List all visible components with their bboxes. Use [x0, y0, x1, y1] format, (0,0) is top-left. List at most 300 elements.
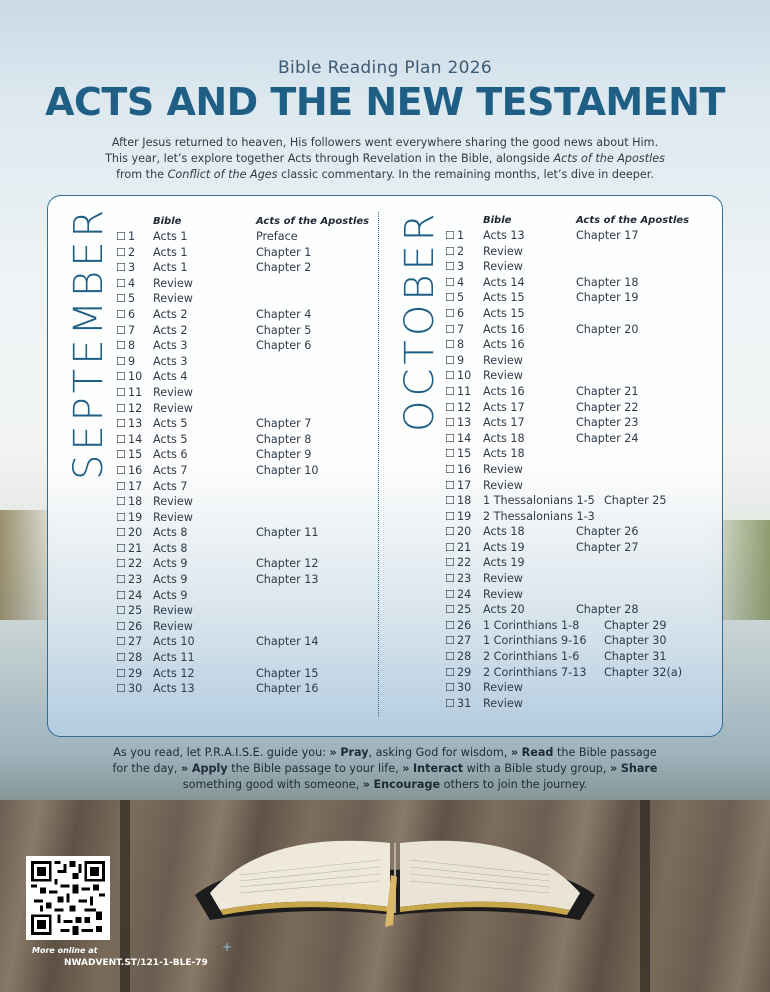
checkbox[interactable]: ☐	[116, 495, 126, 509]
day-number: 17	[457, 478, 472, 492]
checkbox[interactable]: ☐	[116, 292, 126, 306]
acts-reading: Chapter 31	[604, 650, 667, 664]
reading-row[interactable]	[445, 479, 715, 495]
checkbox[interactable]: ☐	[445, 650, 455, 664]
acts-reading: Chapter 2	[256, 261, 312, 275]
day-number: 25	[457, 603, 472, 617]
reading-row[interactable]	[445, 447, 715, 463]
checkbox[interactable]: ☐	[116, 573, 126, 587]
checkbox[interactable]: ☐	[116, 370, 126, 384]
reading-row[interactable]	[116, 480, 376, 496]
checkbox[interactable]: ☐	[445, 384, 455, 398]
intro-book-title: Acts of the Apostles	[553, 152, 665, 165]
day-number: 29	[457, 665, 472, 679]
day-number: 16	[457, 462, 472, 476]
intro-series-title: Conflict of the Ages	[167, 168, 278, 181]
day-number: 6	[457, 306, 465, 320]
praise-text: others to join the journey.	[440, 778, 588, 791]
bible-reading: Acts 2	[153, 307, 188, 321]
praise-guide	[105, 745, 665, 793]
checkbox[interactable]: ☐	[445, 338, 455, 352]
checkbox[interactable]: ☐	[445, 322, 455, 336]
bible-reading: Review	[153, 385, 193, 399]
day-number: 4	[457, 275, 465, 289]
bible-reading: Acts 9	[153, 573, 188, 587]
day-number: 29	[128, 666, 143, 680]
open-bible-image	[185, 815, 605, 930]
checkbox[interactable]: ☐	[116, 619, 126, 633]
day-number: 31	[457, 696, 472, 710]
reading-row[interactable]	[445, 572, 715, 588]
checkbox[interactable]: ☐	[445, 634, 455, 648]
reading-row[interactable]	[116, 604, 376, 620]
bible-reading: Acts 15	[483, 291, 525, 305]
checkbox[interactable]: ☐	[445, 431, 455, 445]
month-divider	[378, 212, 379, 717]
day-number: 28	[128, 651, 143, 665]
reading-row[interactable]	[116, 464, 376, 480]
reading-row[interactable]	[445, 556, 715, 572]
checkbox[interactable]: ☐	[445, 306, 455, 320]
page-title: ACTS AND THE NEW TESTAMENT	[45, 80, 725, 124]
day-number: 15	[128, 448, 143, 462]
acts-reading: Chapter 28	[576, 603, 639, 617]
reading-row[interactable]	[116, 511, 376, 527]
bible-reading: Review	[483, 696, 523, 710]
qr-code-icon	[31, 861, 105, 935]
reading-row[interactable]	[116, 635, 376, 651]
checkbox[interactable]: ☐	[116, 307, 126, 321]
day-number: 10	[128, 370, 143, 384]
checkbox[interactable]: ☐	[116, 541, 126, 555]
day-number: 14	[457, 431, 472, 445]
intro-line-1: After Jesus returned to heaven, His followers went everywhere sharing the good news about Him.	[111, 136, 659, 149]
reading-row[interactable]	[445, 525, 715, 541]
bible-reading: Review	[153, 292, 193, 306]
intro-line-3	[95, 167, 675, 183]
acts-reading: Chapter 5	[256, 323, 312, 337]
reading-row[interactable]	[116, 526, 376, 542]
praise-text: something good with someone,	[182, 778, 363, 791]
intro-text: This year, let’s explore together Acts through Revelation in the Bible, alongside	[105, 152, 554, 165]
checkbox[interactable]: ☐	[445, 447, 455, 461]
day-number: 7	[128, 323, 136, 337]
checkbox[interactable]: ☐	[445, 540, 455, 554]
checkbox[interactable]: ☐	[116, 261, 126, 275]
reading-row[interactable]	[116, 402, 376, 418]
bible-reading: Acts 6	[153, 448, 188, 462]
intro-text: classic commentary. In the remaining months, let’s dive in deeper.	[277, 168, 654, 181]
checkbox[interactable]: ☐	[116, 666, 126, 680]
day-number: 4	[128, 276, 136, 290]
bible-reading: Acts 8	[153, 526, 188, 540]
day-number: 11	[457, 384, 472, 398]
acts-reading: Chapter 20	[576, 322, 639, 336]
reading-row[interactable]	[445, 229, 715, 245]
bible-reading: Acts 13	[153, 682, 195, 696]
checkbox[interactable]: ☐	[445, 572, 455, 586]
day-number: 18	[457, 494, 472, 508]
bible-reading: Review	[153, 619, 193, 633]
checkbox[interactable]: ☐	[116, 276, 126, 290]
reading-row[interactable]	[116, 277, 376, 293]
reading-row[interactable]	[445, 494, 715, 510]
acts-reading: Chapter 14	[256, 635, 319, 649]
day-number: 24	[128, 588, 143, 602]
acts-reading: Chapter 15	[256, 666, 319, 680]
bible-reading: Acts 8	[153, 541, 188, 555]
day-number: 26	[128, 619, 143, 633]
reading-row[interactable]	[116, 542, 376, 558]
checkbox[interactable]: ☐	[445, 525, 455, 539]
qr-code[interactable]	[26, 856, 110, 940]
reading-row[interactable]	[445, 666, 715, 682]
checkbox[interactable]: ☐	[445, 681, 455, 695]
bible-reading: 2 Corinthians 1-6	[483, 650, 580, 664]
checkbox[interactable]: ☐	[116, 417, 126, 431]
bible-reading: Acts 10	[153, 635, 195, 649]
acts-reading: Chapter 24	[576, 431, 639, 445]
day-number: 2	[457, 244, 465, 258]
bible-reading: Acts 19	[483, 556, 525, 570]
day-number: 5	[128, 292, 136, 306]
checkbox[interactable]: ☐	[116, 339, 126, 353]
day-number: 22	[457, 556, 472, 570]
bible-reading: Acts 15	[483, 306, 525, 320]
reading-row[interactable]	[445, 463, 715, 479]
bible-reading: Review	[153, 604, 193, 618]
checkbox[interactable]: ☐	[445, 462, 455, 476]
day-number: 20	[128, 526, 143, 540]
bible-reading: Acts 18	[483, 447, 525, 461]
checkbox[interactable]: ☐	[445, 353, 455, 367]
checkbox[interactable]: ☐	[116, 526, 126, 540]
bible-reading: Acts 7	[153, 479, 188, 493]
checkbox[interactable]: ☐	[116, 323, 126, 337]
reading-row[interactable]	[116, 573, 376, 589]
bible-reading: Acts 11	[153, 651, 195, 665]
acts-reading: Chapter 10	[256, 463, 319, 477]
bible-reading: Acts 2	[153, 323, 188, 337]
bible-reading: Review	[483, 681, 523, 695]
praise-text: the Bible passage to your life,	[227, 762, 403, 775]
praise-keyword: Pray	[340, 746, 369, 759]
checkbox[interactable]: ☐	[116, 510, 126, 524]
day-number: 12	[457, 400, 472, 414]
acts-reading: Chapter 8	[256, 432, 312, 446]
praise-intro: As you read, let P.R.A.I.S.E. guide you:	[113, 746, 330, 759]
bible-reading: Acts 19	[483, 540, 525, 554]
checkbox[interactable]: ☐	[445, 260, 455, 274]
checkbox[interactable]: ☐	[445, 556, 455, 570]
praise-text: , asking God for wisdom,	[368, 746, 511, 759]
reading-row[interactable]	[116, 682, 376, 698]
reading-row[interactable]	[116, 557, 376, 573]
reading-row[interactable]	[445, 323, 715, 339]
day-number: 8	[457, 338, 465, 352]
reading-row[interactable]	[116, 448, 376, 464]
checkbox[interactable]: ☐	[116, 635, 126, 649]
reading-row[interactable]	[445, 681, 715, 697]
checkbox[interactable]: ☐	[116, 682, 126, 696]
bible-reading: Acts 4	[153, 370, 188, 384]
chevron-right-icon: »	[402, 762, 410, 775]
checkbox[interactable]: ☐	[116, 385, 126, 399]
reading-row[interactable]	[116, 417, 376, 433]
day-number: 30	[457, 681, 472, 695]
reading-row[interactable]	[116, 495, 376, 511]
reading-row[interactable]	[116, 433, 376, 449]
acts-reading: Chapter 26	[576, 525, 639, 539]
reading-row[interactable]	[445, 634, 715, 650]
acts-reading: Chapter 27	[576, 540, 639, 554]
reading-row[interactable]	[116, 370, 376, 386]
checkbox[interactable]: ☐	[445, 665, 455, 679]
bible-reading: Review	[153, 401, 193, 415]
checkbox[interactable]: ☐	[116, 354, 126, 368]
acts-reading: Chapter 1	[256, 245, 312, 259]
bible-reading: Acts 1	[153, 261, 188, 275]
day-number: 3	[457, 260, 465, 274]
reading-row[interactable]	[445, 307, 715, 323]
acts-reading: Chapter 22	[576, 400, 639, 414]
acts-reading: Preface	[256, 230, 298, 243]
bible-reading: Acts 13	[483, 229, 525, 242]
more-online-url[interactable]: NWADVENT.ST/121-1-BLE-79	[64, 958, 208, 968]
bible-reading: Acts 5	[153, 432, 188, 446]
day-number: 8	[128, 339, 136, 353]
reading-row[interactable]	[116, 230, 376, 246]
intro-text: from the	[116, 168, 168, 181]
day-number: 21	[128, 541, 143, 555]
reading-row[interactable]	[116, 589, 376, 605]
reading-row[interactable]	[445, 369, 715, 385]
bible-reading: Acts 1	[153, 245, 188, 259]
reading-row[interactable]	[445, 276, 715, 292]
day-number: 14	[128, 432, 143, 446]
acts-reading: Chapter 23	[576, 416, 639, 430]
month-label-september: SEPTEMBER	[66, 205, 112, 480]
bible-reading: Acts 17	[483, 416, 525, 430]
day-number: 22	[128, 557, 143, 571]
praise-keyword: Share	[620, 762, 658, 775]
bible-reading: Acts 9	[153, 557, 188, 571]
acts-reading: Chapter 16	[256, 682, 319, 696]
column-header-bible: Bible	[483, 215, 512, 226]
reading-row[interactable]	[116, 261, 376, 277]
reading-row[interactable]	[116, 308, 376, 324]
checkbox[interactable]: ☐	[116, 432, 126, 446]
acts-reading: Chapter 12	[256, 557, 319, 571]
checkbox[interactable]: ☐	[445, 369, 455, 383]
checkbox[interactable]: ☐	[445, 618, 455, 632]
checkbox[interactable]: ☐	[116, 401, 126, 415]
bible-reading: Acts 16	[483, 384, 525, 398]
day-number: 10	[457, 369, 472, 383]
checkbox[interactable]: ☐	[445, 400, 455, 414]
acts-reading: Chapter 32(a)	[604, 665, 683, 679]
checkbox[interactable]: ☐	[445, 587, 455, 601]
checkbox[interactable]: ☐	[116, 479, 126, 493]
day-number: 15	[457, 447, 472, 461]
bible-reading: Review	[483, 478, 523, 492]
day-number: 19	[128, 510, 143, 524]
checkbox[interactable]: ☐	[445, 509, 455, 523]
acts-reading: Chapter 25	[604, 494, 667, 508]
day-number: 26	[457, 618, 472, 632]
day-number: 3	[128, 261, 136, 275]
bible-reading: Acts 18	[483, 431, 525, 445]
acts-reading: Chapter 11	[256, 526, 319, 540]
reading-row[interactable]	[116, 355, 376, 371]
reading-row[interactable]	[445, 385, 715, 401]
checkbox[interactable]: ☐	[116, 588, 126, 602]
checkbox[interactable]: ☐	[445, 244, 455, 258]
day-number: 13	[457, 416, 472, 430]
chevron-right-icon: »	[510, 746, 519, 759]
reading-row[interactable]	[445, 416, 715, 432]
day-number: 30	[128, 682, 143, 696]
day-number: 18	[128, 495, 143, 509]
dock-plank-gap	[640, 800, 650, 992]
bible-reading: 2 Thessalonians 1-3	[483, 509, 595, 523]
bible-reading: Review	[483, 244, 523, 258]
day-number: 6	[128, 307, 136, 321]
day-number: 24	[457, 587, 472, 601]
bible-reading: Review	[483, 462, 523, 476]
checkbox[interactable]: ☐	[445, 416, 455, 430]
reading-row[interactable]	[445, 338, 715, 354]
reading-row[interactable]	[445, 510, 715, 526]
reading-row[interactable]	[445, 619, 715, 635]
reading-row[interactable]	[445, 260, 715, 276]
acts-reading: Chapter 4	[256, 307, 312, 321]
day-number: 27	[128, 635, 143, 649]
day-number: 19	[457, 509, 472, 523]
reading-row[interactable]	[116, 246, 376, 262]
praise-keyword: Read	[521, 746, 554, 759]
column-header-acts: Acts of the Apostles	[256, 216, 370, 227]
checkbox[interactable]: ☐	[116, 651, 126, 665]
reading-row[interactable]	[116, 386, 376, 402]
reading-row[interactable]	[116, 339, 376, 355]
day-number: 9	[128, 354, 136, 368]
bible-reading: Acts 7	[153, 463, 188, 477]
acts-reading: Chapter 19	[576, 291, 639, 305]
day-number: 9	[457, 353, 465, 367]
bible-reading: Acts 5	[153, 417, 188, 431]
checkbox[interactable]: ☐	[116, 463, 126, 477]
day-number: 23	[128, 573, 143, 587]
reading-row[interactable]	[445, 603, 715, 619]
bible-reading: Review	[483, 572, 523, 586]
reading-row[interactable]	[445, 245, 715, 261]
bible-reading: Review	[483, 260, 523, 274]
bible-reading: Review	[153, 510, 193, 524]
reading-row[interactable]	[445, 432, 715, 448]
reading-row[interactable]	[116, 620, 376, 636]
checkbox[interactable]: ☐	[116, 230, 126, 243]
acts-reading: Chapter 17	[576, 229, 639, 242]
bible-reading: Acts 3	[153, 354, 188, 368]
day-number: 20	[457, 525, 472, 539]
praise-keyword: Encourage	[373, 778, 441, 791]
acts-reading: Chapter 9	[256, 448, 312, 462]
bible-reading: Acts 3	[153, 339, 188, 353]
reading-row[interactable]	[116, 651, 376, 667]
october-list	[445, 229, 715, 712]
reading-row[interactable]	[445, 291, 715, 307]
day-number: 11	[128, 385, 143, 399]
bible-reading: Review	[483, 369, 523, 383]
checkbox[interactable]: ☐	[445, 275, 455, 289]
checkbox[interactable]: ☐	[116, 604, 126, 618]
bible-reading: 2 Corinthians 7-13	[483, 665, 587, 679]
checkbox[interactable]: ☐	[445, 291, 455, 305]
bible-reading: Acts 12	[153, 666, 195, 680]
month-label-october: OCTOBER	[397, 209, 443, 432]
reading-row[interactable]	[116, 292, 376, 308]
checkbox[interactable]: ☐	[116, 448, 126, 462]
reading-row[interactable]	[445, 401, 715, 417]
checkbox[interactable]: ☐	[445, 603, 455, 617]
reading-row[interactable]	[116, 667, 376, 683]
day-number: 7	[457, 322, 465, 336]
reading-row[interactable]	[445, 541, 715, 557]
bible-reading: Acts 20	[483, 603, 525, 617]
day-number: 23	[457, 572, 472, 586]
praise-text: the Bible passage for the day,	[112, 746, 657, 775]
reading-row[interactable]	[445, 650, 715, 666]
september-list	[116, 230, 376, 698]
checkbox[interactable]: ☐	[445, 229, 455, 242]
acts-reading: Chapter 29	[604, 618, 667, 632]
day-number: 13	[128, 417, 143, 431]
bible-reading: Acts 17	[483, 400, 525, 414]
day-number: 1	[457, 229, 465, 242]
day-number: 2	[128, 245, 136, 259]
bible-reading: Acts 16	[483, 322, 525, 336]
bible-reading: 1 Corinthians 9-16	[483, 634, 587, 648]
checkbox[interactable]: ☐	[445, 696, 455, 710]
checkbox[interactable]: ☐	[445, 494, 455, 508]
day-number: 17	[128, 479, 143, 493]
reading-row[interactable]	[445, 697, 715, 713]
checkbox[interactable]: ☐	[116, 557, 126, 571]
bible-reading: Review	[483, 587, 523, 601]
acts-reading: Chapter 30	[604, 634, 667, 648]
reading-row[interactable]	[445, 588, 715, 604]
day-number: 1	[128, 230, 136, 243]
day-number: 12	[128, 401, 143, 415]
reading-row[interactable]	[116, 324, 376, 340]
day-number: 28	[457, 650, 472, 664]
day-number: 21	[457, 540, 472, 554]
day-number: 25	[128, 604, 143, 618]
chevron-right-icon: »	[181, 762, 189, 775]
bible-reading: 1 Thessalonians 1-5	[483, 494, 595, 508]
column-header-acts: Acts of the Apostles	[576, 215, 690, 226]
acts-reading: Chapter 13	[256, 573, 319, 587]
checkbox[interactable]: ☐	[445, 478, 455, 492]
bible-reading: Review	[153, 276, 193, 290]
chevron-right-icon: »	[362, 778, 370, 791]
acts-reading: Chapter 6	[256, 339, 312, 353]
reading-row[interactable]	[445, 354, 715, 370]
checkbox[interactable]: ☐	[116, 245, 126, 259]
bible-reading: Acts 1	[153, 230, 188, 243]
acts-reading: Chapter 7	[256, 417, 312, 431]
